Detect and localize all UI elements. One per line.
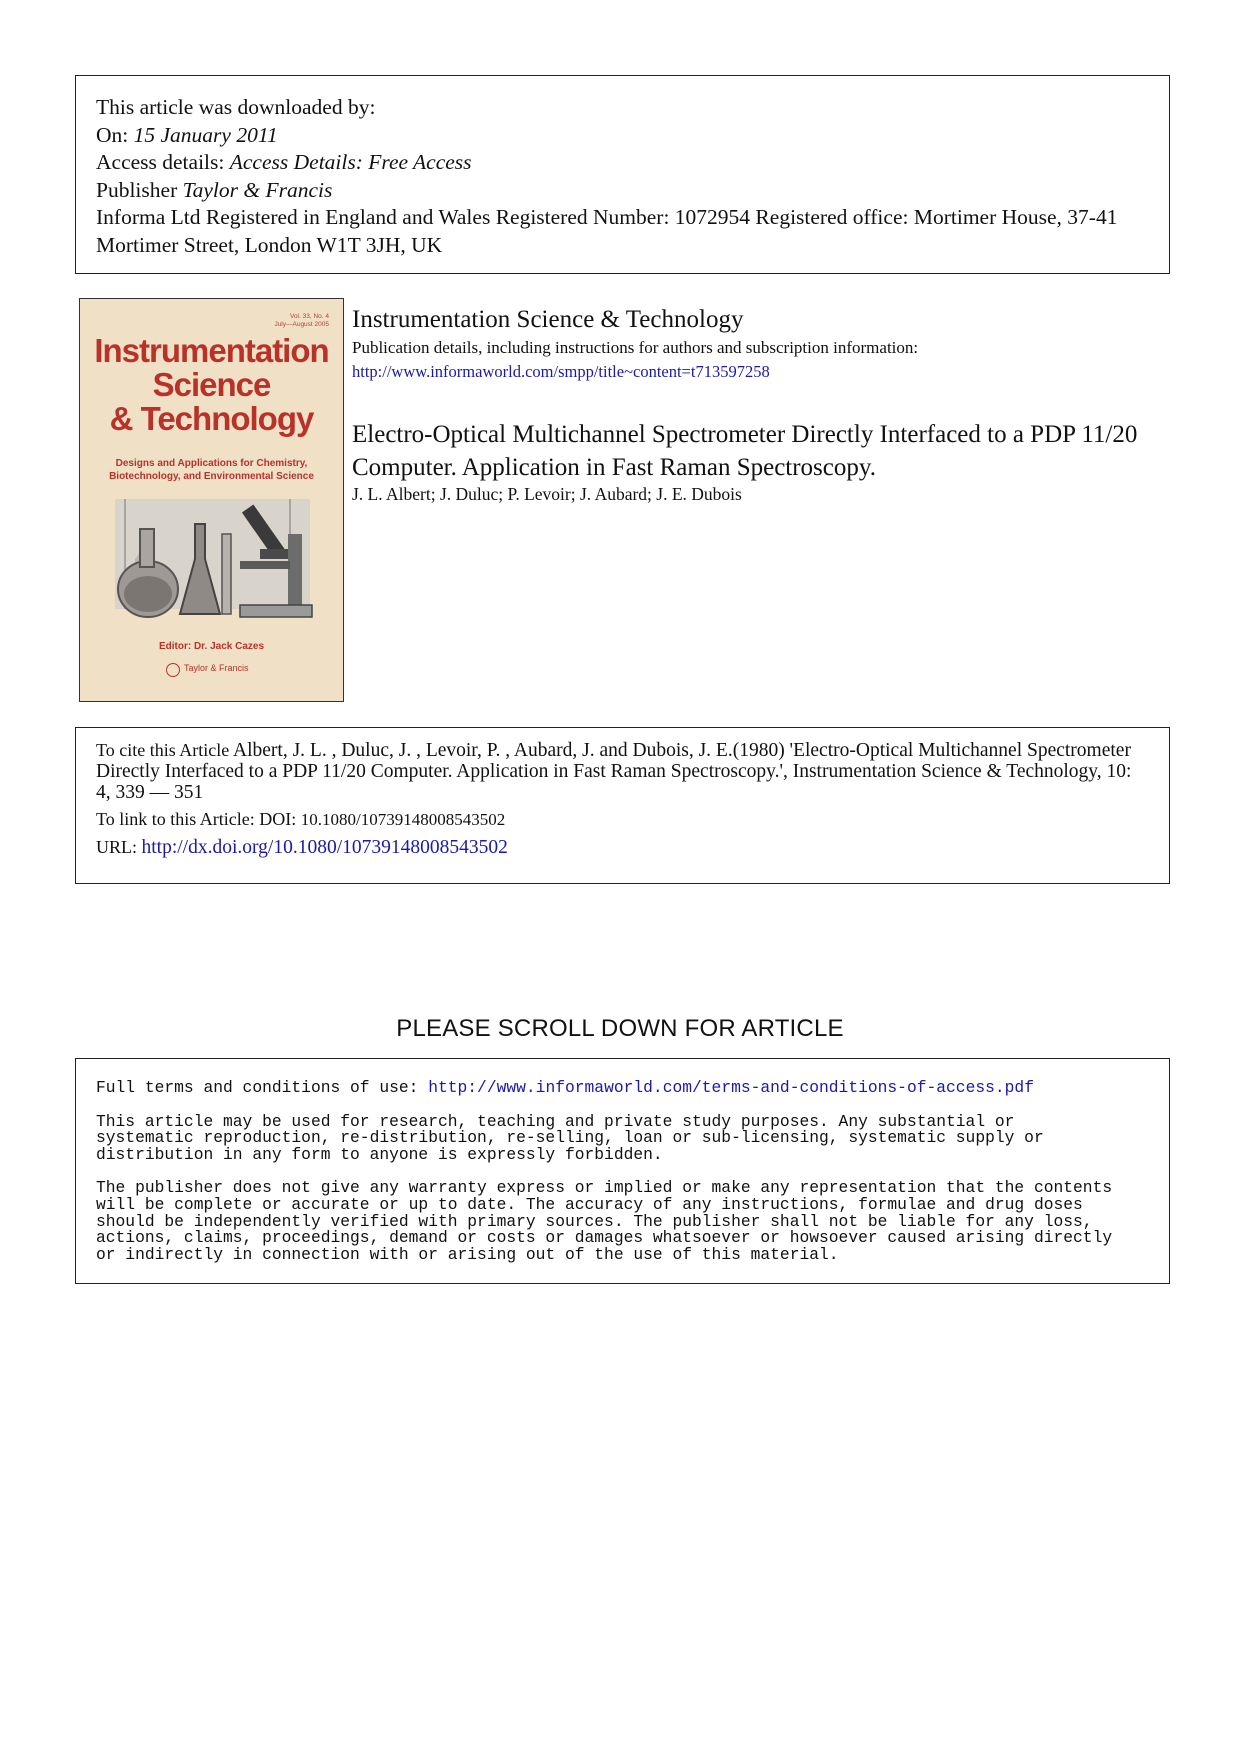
url-row bbox=[96, 836, 1149, 859]
registered-office: Informa Ltd Registered in England and Wales Registered Number: 1072954 Registered office: Mortimer House, 37-41 Mortimer Street, London W1T 3JH, UK bbox=[96, 205, 1118, 257]
download-date-value: 15 January 2011 bbox=[133, 122, 278, 147]
terms-line: The publisher does not give any warranty express or implied or make any representation that the contents bbox=[96, 1178, 1113, 1198]
cover-subtitle bbox=[80, 457, 343, 483]
download-info-box bbox=[75, 75, 1170, 274]
article-title: Electro-Optical Multichannel Spectrometer Directly Interfaced to a PDP 11/20 Computer. Application in Fast Raman Spectroscopy. bbox=[352, 421, 1138, 481]
cover-editor: Editor: Dr. Jack Cazes bbox=[158, 641, 265, 652]
journal-title: Instrumentation Science & Technology bbox=[352, 306, 744, 333]
lab-equipment-illustration bbox=[110, 489, 315, 624]
download-date-label: On: bbox=[96, 122, 134, 147]
article-authors: J. L. Albert; J. Duluc; P. Levoir; J. Aubard; J. E. Dubois bbox=[352, 484, 742, 504]
terms-line: systematic reproduction, re-distribution, re-selling, loan or sub-licensing, systematic supply or bbox=[96, 1128, 1044, 1148]
cover-volume-line: Vol. 33, No. 4 bbox=[289, 313, 329, 320]
terms-label: Full terms and conditions of use: bbox=[96, 1078, 429, 1097]
url-label: URL: bbox=[96, 837, 142, 857]
journal-cover-image bbox=[79, 298, 344, 702]
terms-line: distribution in any form to anyone is expressly forbidden. bbox=[96, 1144, 663, 1164]
cover-title-line: Science bbox=[152, 366, 271, 403]
scroll-notice: PLEASE SCROLL DOWN FOR ARTICLE bbox=[396, 1015, 844, 1042]
download-line: This article was downloaded by: bbox=[96, 95, 376, 119]
terms-line: This article may be used for research, teaching and private study purposes. Any substantial or bbox=[96, 1111, 1015, 1131]
citation-label: To cite this Article bbox=[96, 740, 230, 760]
doi-url-link[interactable]: http://dx.doi.org/10.1080/10739148008543502 bbox=[141, 837, 508, 858]
terms-line: actions, claims, proceedings, demand or costs or damages whatsoever or howsoever caused arising directly bbox=[96, 1228, 1113, 1248]
cover-volume bbox=[274, 313, 329, 329]
cover-subtitle-line: Designs and Applications for Chemistry, bbox=[115, 458, 308, 469]
cover-title-line: & Technology bbox=[109, 400, 314, 437]
terms-line: or indirectly in connection with or arising out of the use of this material. bbox=[96, 1244, 839, 1264]
terms-url-link[interactable]: http://www.informaworld.com/terms-and-conditions-of-access.pdf bbox=[428, 1078, 1034, 1097]
publisher-logo-icon bbox=[166, 663, 180, 677]
citation-box bbox=[75, 727, 1170, 884]
doi-value: 10.1080/10739148008543502 bbox=[300, 810, 506, 829]
cover-date-line: July—August 2005 bbox=[274, 321, 329, 328]
citation-text: Albert, J. L. , Duluc, J. , Levoir, P. , Aubard, J. and Dubois, J. E.(1980) 'Electro-Optical Multichannel Spectrometer Directly Interfaced to a PDP 11/20 Computer. Application in Fast Raman Spectroscopy.', Instrumentation Science & Technology, 10: 4, 339 — 351 bbox=[96, 740, 1132, 803]
access-details-value: Access Details: Free Access bbox=[229, 150, 472, 174]
terms-line: will be complete or accurate or up to date. The accuracy of any instructions, formulae and drug doses bbox=[96, 1194, 1083, 1214]
doi-row bbox=[96, 808, 1149, 831]
terms-line: should be independently verified with primary sources. The publisher shall not be liable for any loss, bbox=[96, 1211, 1093, 1231]
access-details-label: Access details: bbox=[96, 150, 230, 174]
cover-title-line: Instrumentation bbox=[94, 332, 329, 369]
publisher-label: Publisher bbox=[96, 177, 183, 202]
publisher-value: Taylor & Francis bbox=[182, 177, 333, 202]
citation-paragraph bbox=[96, 740, 1149, 803]
terms-header bbox=[96, 1080, 1149, 1097]
terms-box bbox=[75, 1058, 1170, 1284]
cover-publisher: Taylor & Francis bbox=[184, 663, 249, 673]
journal-url-link[interactable]: http://www.informaworld.com/smpp/title~content=t713597258 bbox=[352, 362, 770, 381]
doi-label: To link to this Article: DOI: bbox=[96, 809, 301, 829]
publisher-line bbox=[96, 177, 1149, 205]
publication-details: Publication details, including instructions for authors and subscription information: bbox=[352, 338, 919, 357]
download-date bbox=[96, 122, 1149, 150]
access-details bbox=[96, 149, 1149, 177]
cover-subtitle-line: Biotechnology, and Environmental Science bbox=[109, 471, 314, 482]
